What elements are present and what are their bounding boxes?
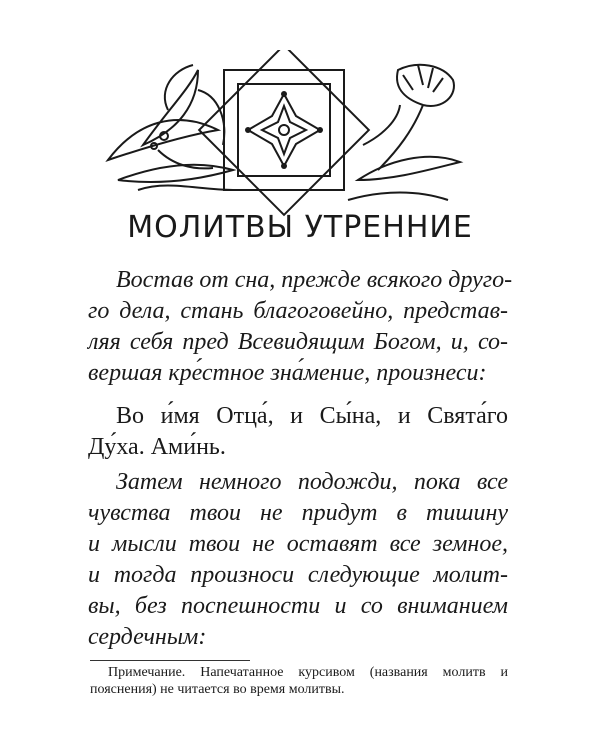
footnote-line: пояснения) не читается во время молитвы. — [90, 682, 345, 697]
text-line: Востав от сна, прежде всякого друго- — [116, 267, 513, 293]
footnote — [90, 664, 508, 698]
text-line: и тогда произноси следующие молит- — [88, 562, 508, 588]
text-line: чувства твои не придут в тишину — [88, 500, 508, 526]
text-line: го дела, стань благоговейно, представ- — [88, 298, 508, 324]
page-title: МОЛИТВЫ УТРЕННИЕ — [127, 210, 473, 245]
text-line: Во и́мя Отца́, и Сы́на, и Свята́го — [116, 403, 508, 429]
prayer-paragraph-1 — [88, 401, 508, 463]
text-line: ляя себя пред Всевидящим Богом, и, со- — [88, 329, 508, 355]
text-line: и мысли твои не оставят все земное, — [88, 531, 508, 557]
text-line: Ду́ха. Ами́нь. — [88, 434, 226, 460]
text-line: вершая кре́стное зна́мение, произнеси: — [88, 360, 487, 386]
instruction-paragraph-1 — [88, 265, 513, 389]
text-line: Затем немного подожди, пока все — [116, 469, 508, 495]
cross-lily-ornament-icon — [98, 50, 470, 220]
footnote-divider — [90, 660, 250, 661]
text-line: вы, без поспешности и со вниманием — [88, 593, 508, 619]
instruction-paragraph-2 — [88, 467, 508, 653]
footnote-line: Примечание. Напечатанное курсивом (названия молитв и — [108, 665, 508, 680]
text-line: сердечным: — [88, 624, 207, 650]
